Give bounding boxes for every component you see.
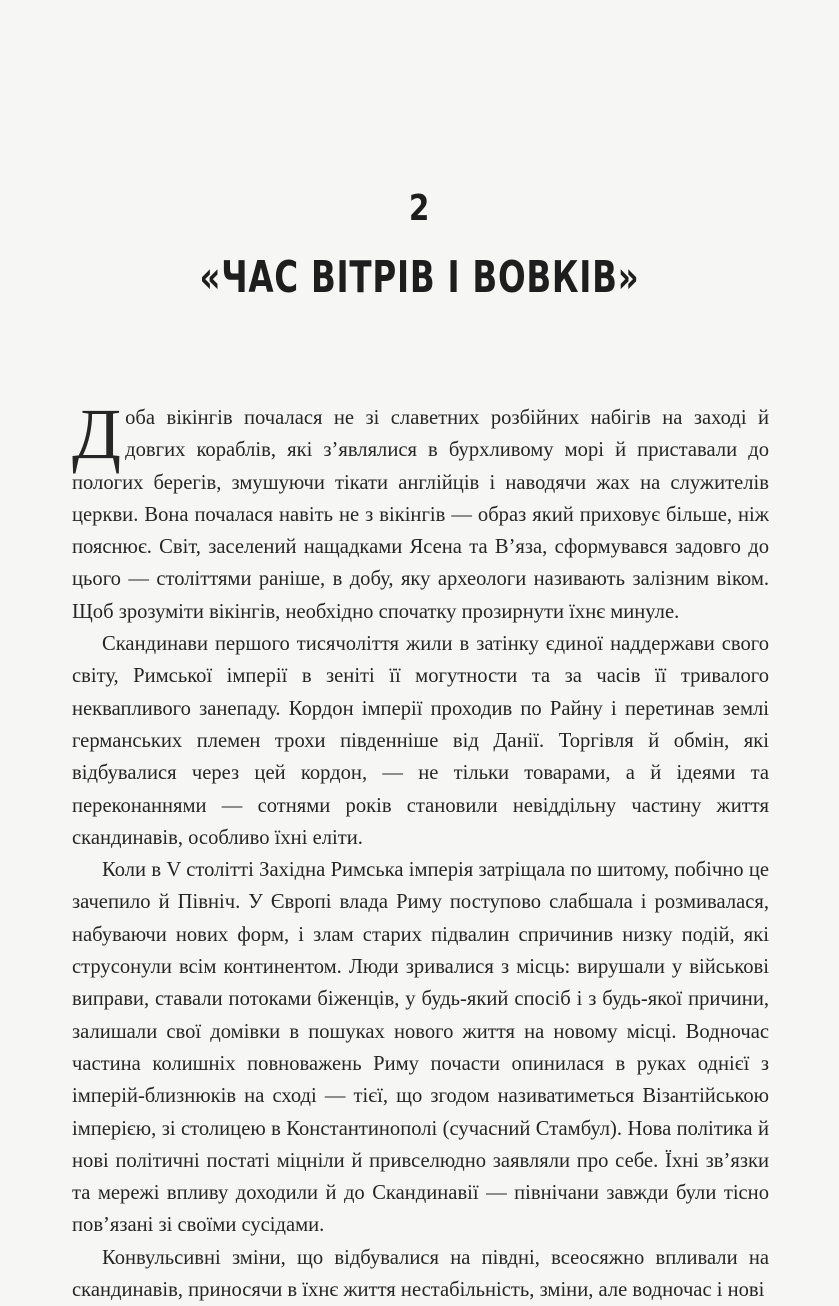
- paragraph-2: Скандинави першого тисячоліття жили в затінку єдиної наддержави свого світу, Римської імперії в зеніті її могутности та за часів її тривалого неквапливого занепаду. Кордон імперії проходив по Райну і перетинав землі германських племен трохи південніше від Данії. Торгівля й обмін, які відбувалися через цей кордон, — не тільки товарами, а й ідеями та переконаннями — сотнями років становили невіддільну частину життя скандинавів, особливо їхні еліти.: [72, 633, 769, 849]
- paragraph-1: [72, 394, 769, 628]
- drop-cap: Д: [72, 394, 122, 474]
- chapter-title: «ЧАС ВІТРІВ І ВОВКІВ»: [199, 252, 640, 303]
- paragraph-1-text: оба вікінгів почалася не зі славетних розбійних набігів на заході й довгих кораблів, які з’являлися в бурхливому морі й приставали до пологих берегів, змушуючи тікати англійців і наводячи жах на служителів церкви. Вона почалася навіть не з вікінгів — образ який приховує більше, ніж пояснює. Світ, заселений нащадками Ясена та В’яза, сформувався задовго до цього — століттями раніше, в добу, яку археологи називають залізним віком. Щоб зрозуміти вікінгів, необхідно спочатку прозирнути їхнє минуле.: [72, 407, 769, 623]
- paragraph-4: Конвульсивні зміни, що відбувалися на півдні, всеосяжно впливали на скандинавів, приносячи в їхнє життя нестабільність, зміни, але водночас і нові: [72, 1246, 769, 1302]
- body-text: [72, 394, 769, 1306]
- chapter-number: 2: [408, 188, 431, 229]
- paragraph-3: Коли в V столітті Західна Римська імперія затріщала по шитому, побічно це зачепило й Північ. У Європі влада Риму поступово слабшала і розмивалася, набуваючи нових форм, і злам старих підвалин спричинив низку подій, які струсонули всім континентом. Люди зривалися з місць: вирушали у військові виправи, ставали потоками біженців, у будь-який спосіб і з будь-якої причини, залишали свої домівки в пошуках нового життя на новому місці. Водночас частина колишніх повноважень Риму почасти опинилася в руках однієї з імперій-близнюків на сході — тієї, що згодом називатиметься Візантійською імперією, зі столицею в Константинополі (сучасний Стамбул). Нова політика й нові політичні постаті міцніли й привселюдно заявляли про себе. Їхні зв’язки та мережі впливу доходили й до Скандинавії — північани завжди були тісно пов’язані зі своїми сусідами.: [72, 859, 769, 1237]
